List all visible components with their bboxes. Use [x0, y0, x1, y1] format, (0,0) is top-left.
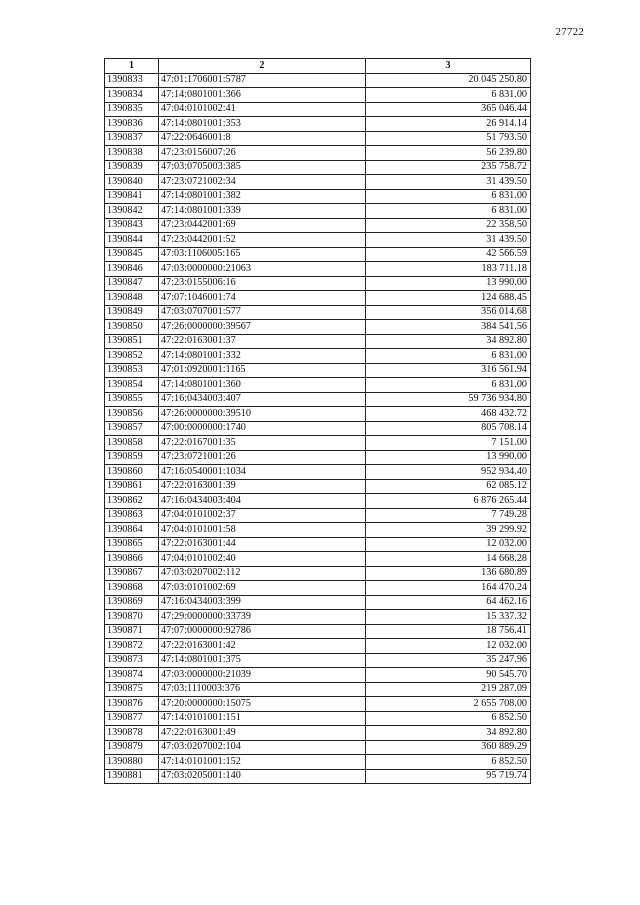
cadastral-number-cell: 47:04:0101001:58 [159, 523, 366, 538]
row-number-cell: 1390880 [105, 755, 159, 770]
cadastral-number-cell: 47:14:0101001:152 [159, 755, 366, 770]
row-number-cell: 1390860 [105, 465, 159, 480]
table-row [105, 160, 531, 175]
cadastral-number-cell: 47:03:1110003:376 [159, 682, 366, 697]
value-cell: 952 934.40 [366, 465, 531, 480]
row-number-cell: 1390844 [105, 233, 159, 248]
value-cell: 42 566.59 [366, 247, 531, 262]
table-row [105, 233, 531, 248]
table-row [105, 102, 531, 117]
table-row [105, 407, 531, 422]
cadastral-number-cell: 47:07:0000000:92786 [159, 624, 366, 639]
value-cell: 235 758.72 [366, 160, 531, 175]
value-cell: 12 032.00 [366, 537, 531, 552]
value-cell: 6 852.50 [366, 711, 531, 726]
row-number-cell: 1390878 [105, 726, 159, 741]
row-number-cell: 1390872 [105, 639, 159, 654]
value-cell: 34 892.80 [366, 726, 531, 741]
table-body [105, 73, 531, 784]
value-cell: 124 688.45 [366, 291, 531, 306]
row-number-cell: 1390857 [105, 421, 159, 436]
cadastral-number-cell: 47:16:0434003:404 [159, 494, 366, 509]
row-number-cell: 1390836 [105, 117, 159, 132]
cadastral-number-cell: 47:16:0434003:407 [159, 392, 366, 407]
table-row [105, 276, 531, 291]
row-number-cell: 1390862 [105, 494, 159, 509]
table-row [105, 421, 531, 436]
value-cell: 365 046.44 [366, 102, 531, 117]
cadastral-number-cell: 47:16:0434003:399 [159, 595, 366, 610]
cadastral-number-cell: 47:04:0101002:41 [159, 102, 366, 117]
row-number-cell: 1390873 [105, 653, 159, 668]
value-cell: 316 561.94 [366, 363, 531, 378]
value-cell: 18 756.41 [366, 624, 531, 639]
value-cell: 14 668.28 [366, 552, 531, 567]
row-number-cell: 1390839 [105, 160, 159, 175]
row-number-cell: 1390861 [105, 479, 159, 494]
cadastral-number-cell: 47:22:0163001:37 [159, 334, 366, 349]
row-number-cell: 1390871 [105, 624, 159, 639]
table-row [105, 682, 531, 697]
row-number-cell: 1390864 [105, 523, 159, 538]
table-row [105, 218, 531, 233]
row-number-cell: 1390834 [105, 88, 159, 103]
table-row [105, 73, 531, 88]
value-cell: 7 151.00 [366, 436, 531, 451]
row-number-cell: 1390859 [105, 450, 159, 465]
row-number-cell: 1390853 [105, 363, 159, 378]
table-row [105, 247, 531, 262]
cadastral-number-cell: 47:14:0801001:382 [159, 189, 366, 204]
row-number-cell: 1390879 [105, 740, 159, 755]
table-row [105, 697, 531, 712]
value-cell: 22 358.50 [366, 218, 531, 233]
row-number-cell: 1390876 [105, 697, 159, 712]
value-cell: 56 239.80 [366, 146, 531, 161]
table-row [105, 479, 531, 494]
value-cell: 356 014.68 [366, 305, 531, 320]
cadastral-number-cell: 47:22:0163001:39 [159, 479, 366, 494]
cadastral-number-cell: 47:14:0801001:366 [159, 88, 366, 103]
value-cell: 219 287.09 [366, 682, 531, 697]
value-cell: 6 852.50 [366, 755, 531, 770]
value-cell: 468 432.72 [366, 407, 531, 422]
cadastral-number-cell: 47:04:0101002:40 [159, 552, 366, 567]
cadastral-number-cell: 47:03:0705003:385 [159, 160, 366, 175]
row-number-cell: 1390863 [105, 508, 159, 523]
cadastral-number-cell: 47:22:0167001:35 [159, 436, 366, 451]
row-number-cell: 1390870 [105, 610, 159, 625]
row-number-cell: 1390874 [105, 668, 159, 683]
data-table [104, 58, 531, 784]
table-header [105, 59, 531, 74]
table-row [105, 639, 531, 654]
cadastral-number-cell: 47:26:0000000:39567 [159, 320, 366, 335]
row-number-cell: 1390849 [105, 305, 159, 320]
table-row [105, 320, 531, 335]
row-number-cell: 1390868 [105, 581, 159, 596]
table-row [105, 378, 531, 393]
cadastral-number-cell: 47:03:0000000:21039 [159, 668, 366, 683]
value-cell: 15 337.32 [366, 610, 531, 625]
cadastral-number-cell: 47:00:0000000:1740 [159, 421, 366, 436]
table-row [105, 769, 531, 784]
table-row [105, 566, 531, 581]
cadastral-number-cell: 47:23:0156007:26 [159, 146, 366, 161]
table-row [105, 624, 531, 639]
value-cell: 31 439.50 [366, 175, 531, 190]
value-cell: 183 711.18 [366, 262, 531, 277]
table-row [105, 755, 531, 770]
cadastral-number-cell: 47:23:0155006:16 [159, 276, 366, 291]
table-row [105, 305, 531, 320]
row-number-cell: 1390865 [105, 537, 159, 552]
row-number-cell: 1390833 [105, 73, 159, 88]
value-cell: 13 990.00 [366, 450, 531, 465]
table-row [105, 653, 531, 668]
cadastral-number-cell: 47:14:0801001:339 [159, 204, 366, 219]
cadastral-number-cell: 47:14:0801001:332 [159, 349, 366, 364]
row-number-cell: 1390875 [105, 682, 159, 697]
value-cell: 31 439.50 [366, 233, 531, 248]
cadastral-number-cell: 47:14:0801001:360 [159, 378, 366, 393]
value-cell: 59 736 934.80 [366, 392, 531, 407]
cadastral-number-cell: 47:03:1106005:165 [159, 247, 366, 262]
row-number-cell: 1390835 [105, 102, 159, 117]
value-cell: 6 831.00 [366, 189, 531, 204]
value-cell: 20 045 250.80 [366, 73, 531, 88]
row-number-cell: 1390840 [105, 175, 159, 190]
column-header-1: 1 [105, 59, 159, 74]
value-cell: 12 032.00 [366, 639, 531, 654]
row-number-cell: 1390841 [105, 189, 159, 204]
value-cell: 62 085.12 [366, 479, 531, 494]
table-row [105, 740, 531, 755]
value-cell: 39 299.92 [366, 523, 531, 538]
value-cell: 2 655 708.00 [366, 697, 531, 712]
value-cell: 6 831.00 [366, 88, 531, 103]
cadastral-number-cell: 47:03:0207002:112 [159, 566, 366, 581]
value-cell: 7 749.28 [366, 508, 531, 523]
row-number-cell: 1390855 [105, 392, 159, 407]
table-row [105, 711, 531, 726]
cadastral-number-cell: 47:16:0540001:1034 [159, 465, 366, 480]
value-cell: 95 719.74 [366, 769, 531, 784]
table-row [105, 175, 531, 190]
cadastral-number-cell: 47:03:0101002:69 [159, 581, 366, 596]
row-number-cell: 1390848 [105, 291, 159, 306]
header-row [105, 59, 531, 74]
cadastral-number-cell: 47:14:0801001:375 [159, 653, 366, 668]
table-row [105, 436, 531, 451]
row-number-cell: 1390846 [105, 262, 159, 277]
cadastral-number-cell: 47:14:0801001:353 [159, 117, 366, 132]
row-number-cell: 1390850 [105, 320, 159, 335]
table-row [105, 131, 531, 146]
value-cell: 64 462.16 [366, 595, 531, 610]
cadastral-number-cell: 47:22:0163001:44 [159, 537, 366, 552]
table-row [105, 262, 531, 277]
row-number-cell: 1390854 [105, 378, 159, 393]
cadastral-number-cell: 47:03:0707001:577 [159, 305, 366, 320]
row-number-cell: 1390838 [105, 146, 159, 161]
table-row [105, 117, 531, 132]
table-row [105, 508, 531, 523]
cadastral-number-cell: 47:23:0442001:52 [159, 233, 366, 248]
row-number-cell: 1390842 [105, 204, 159, 219]
value-cell: 6 831.00 [366, 378, 531, 393]
table-row [105, 523, 531, 538]
cadastral-number-cell: 47:07:1046001:74 [159, 291, 366, 306]
value-cell: 6 876 265.44 [366, 494, 531, 509]
value-cell: 164 470.24 [366, 581, 531, 596]
table-row [105, 189, 531, 204]
cadastral-number-cell: 47:22:0163001:49 [159, 726, 366, 741]
row-number-cell: 1390881 [105, 769, 159, 784]
row-number-cell: 1390852 [105, 349, 159, 364]
value-cell: 13 990.00 [366, 276, 531, 291]
table-row [105, 465, 531, 480]
cadastral-number-cell: 47:03:0000000:21063 [159, 262, 366, 277]
table-row [105, 494, 531, 509]
table-row [105, 537, 531, 552]
cadastral-number-cell: 47:01:1706001:5787 [159, 73, 366, 88]
cadastral-number-cell: 47:23:0442001:69 [159, 218, 366, 233]
value-cell: 35 247.96 [366, 653, 531, 668]
cadastral-number-cell: 47:04:0101002:37 [159, 508, 366, 523]
table-row [105, 204, 531, 219]
table-row [105, 595, 531, 610]
table-row [105, 581, 531, 596]
cadastral-number-cell: 47:01:0920001:1165 [159, 363, 366, 378]
value-cell: 6 831.00 [366, 204, 531, 219]
cadastral-number-cell: 47:14:0101001:151 [159, 711, 366, 726]
table-row [105, 450, 531, 465]
value-cell: 805 708.14 [366, 421, 531, 436]
row-number-cell: 1390837 [105, 131, 159, 146]
row-number-cell: 1390843 [105, 218, 159, 233]
table-row [105, 349, 531, 364]
cadastral-number-cell: 47:29:0000000:33739 [159, 610, 366, 625]
row-number-cell: 1390866 [105, 552, 159, 567]
row-number-cell: 1390847 [105, 276, 159, 291]
value-cell: 26 914.14 [366, 117, 531, 132]
row-number-cell: 1390845 [105, 247, 159, 262]
table-row [105, 334, 531, 349]
table-row [105, 291, 531, 306]
table-row [105, 668, 531, 683]
column-header-3: 3 [366, 59, 531, 74]
value-cell: 384 541.56 [366, 320, 531, 335]
value-cell: 34 892.80 [366, 334, 531, 349]
cadastral-number-cell: 47:23:0721002:34 [159, 175, 366, 190]
row-number-cell: 1390869 [105, 595, 159, 610]
cadastral-number-cell: 47:03:0205001:140 [159, 769, 366, 784]
value-cell: 360 889.29 [366, 740, 531, 755]
cadastral-number-cell: 47:26:0000000:39510 [159, 407, 366, 422]
column-header-2: 2 [159, 59, 366, 74]
table-row [105, 88, 531, 103]
value-cell: 136 680.89 [366, 566, 531, 581]
row-number-cell: 1390867 [105, 566, 159, 581]
row-number-cell: 1390851 [105, 334, 159, 349]
row-number-cell: 1390856 [105, 407, 159, 422]
cadastral-number-cell: 47:20:0000000:15075 [159, 697, 366, 712]
cadastral-number-cell: 47:03:0207002:104 [159, 740, 366, 755]
table-row [105, 552, 531, 567]
value-cell: 51 793.50 [366, 131, 531, 146]
row-number-cell: 1390858 [105, 436, 159, 451]
table-row [105, 363, 531, 378]
table-row [105, 146, 531, 161]
table-row [105, 392, 531, 407]
value-cell: 90 545.70 [366, 668, 531, 683]
page-number: 27722 [555, 26, 584, 38]
cadastral-number-cell: 47:22:0163001:42 [159, 639, 366, 654]
value-cell: 6 831.00 [366, 349, 531, 364]
cadastral-number-cell: 47:23:0721001:26 [159, 450, 366, 465]
table-row [105, 726, 531, 741]
cadastral-number-cell: 47:22:0646001:8 [159, 131, 366, 146]
table-row [105, 610, 531, 625]
row-number-cell: 1390877 [105, 711, 159, 726]
